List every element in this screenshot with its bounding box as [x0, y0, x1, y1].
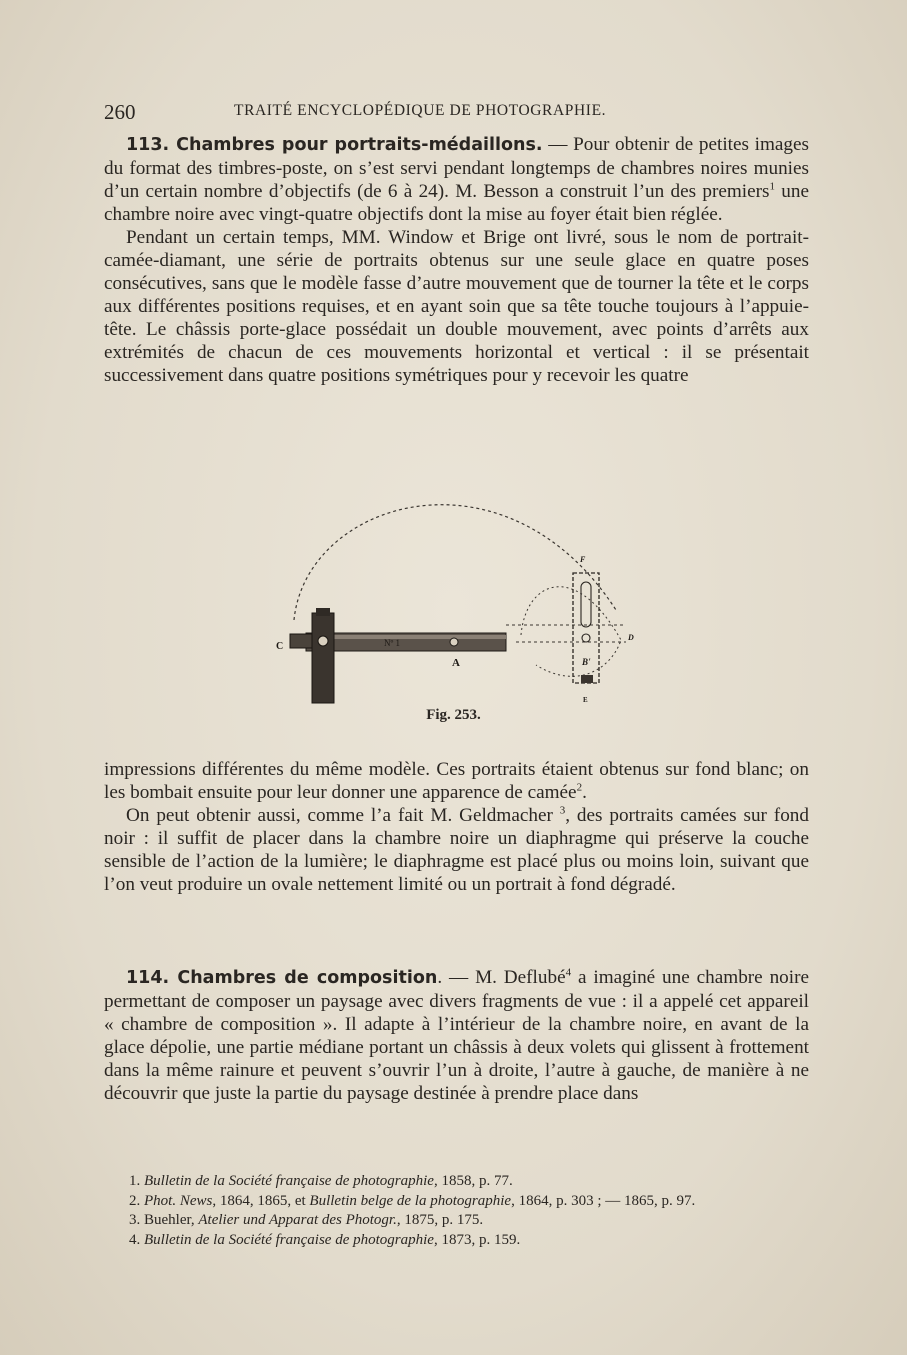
label-no: Nº 1	[384, 638, 401, 648]
footnote-ref: 2	[576, 781, 583, 794]
paragraph-text: , des portraits camées sur fond noir : il suffit de placer dans la chambre noire un diaphragme qui préserve la couche sensible de l’action de la lumière; le diaphragme est placé plus ou moins loin, suivant que l’on veut produire un ovale nettement limité ou un portrait à fond dégradé.	[104, 805, 809, 895]
label-d: D	[628, 633, 634, 642]
paragraph-text: — Pour obtenir de petites images du format des timbres-poste, on s’est servi pendant longtemps de chambres noires munies d’un certain nombre d’objectifs (de 6 à 24). M. Besson a construit l’un des premiers	[104, 134, 809, 202]
paragraph	[104, 966, 809, 1105]
figure-253-illustration	[276, 470, 636, 710]
paragraph-text: une chambre noire avec vingt-quatre objectifs dont la mise au foyer était bien réglée.	[104, 181, 809, 225]
page-number: 260	[104, 100, 136, 124]
footnote-4: 4. Bulletin de la Société française de photographie, 1873, p. 159.	[129, 1231, 521, 1248]
footnotes	[112, 1172, 810, 1250]
section-heading-113: 113. Chambres pour portraits-médaillons.	[126, 135, 543, 155]
paragraph-text: impressions différentes du même modèle. Ces portraits étaient obtenus sur fond blanc; on les bombait ensuite pour leur donner une apparence de camée	[104, 759, 809, 803]
footnote-ref: 1	[769, 180, 775, 193]
label-a: A	[452, 657, 460, 669]
running-title: TRAITÉ ENCYCLOPÉDIQUE DE PHOTOGRAPHIE.	[234, 102, 607, 119]
section-113-top	[104, 133, 809, 387]
inner-arc	[521, 587, 621, 677]
paragraph-text: a imaginé une chambre noire permettant de composer un paysage avec divers fragments de vue : il a appelé cet appareil « chambre de composition ». Il adapte à l’intérieur de la chambre noire, en avant de la glace dépolie, une partie médiane portant un châssis à deux volets qui glissent à frottement dans la même rainure et peuvent s’ouvrir l’un à droite, l’autre à gauche, de manière à ne découvrir que juste la partie du paysage destinée à prendre place dans	[104, 967, 809, 1104]
footnote-ref: 3	[559, 804, 566, 817]
section-113-continued	[104, 758, 809, 896]
paragraph-text: On peut obtenir aussi, comme l’a fait M. Geldmacher	[126, 805, 560, 826]
footnote-ref: 4	[565, 966, 572, 979]
section-heading-114: 114. Chambres de composition	[126, 968, 438, 988]
bar-screw	[450, 638, 458, 646]
rotation-arc	[294, 505, 616, 620]
section-114	[104, 966, 809, 1105]
paragraph	[104, 133, 809, 226]
paragraph-text: . — M. Deflubé	[437, 967, 566, 988]
clamp-block	[312, 613, 334, 703]
figure-caption: Fig. 253.	[426, 707, 481, 723]
footnote-2: 2. Phot. News, 1864, 1865, et Bulletin belge de la photographie, 1864, p. 303 ; — 1865, p. 97.	[129, 1192, 696, 1209]
label-f: F	[580, 555, 586, 564]
label-c: C	[276, 641, 284, 652]
paragraph: Pendant un certain temps, MM. Window et Brige ont livré, sous le nom de portrait-camée-diamant, une série de portraits obtenus sur une seule glace en quatre poses consécutives, sans que le modèle fasse d’autre mouvement que de tourner la tête et le corps aux différentes positions requises, et en ayant soin que sa tête touche toujours à l’appuie-tête. Le châssis porte-glace possédait un double mouvement, avec points d’arrêts aux extrémités de chacun de ces mouvements horizontal et vertical : il se présentait successivement dans quatre positions symétriques pour y recevoir les quatre	[104, 227, 809, 386]
paragraph-text: .	[582, 782, 587, 803]
page-header	[104, 98, 804, 126]
footnote-1: 1. Bulletin de la Société française de photographie, 1858, p. 77.	[129, 1173, 513, 1189]
label-b-prime: B'	[582, 657, 591, 667]
paragraph	[104, 758, 809, 804]
label-e: E	[583, 696, 588, 704]
footnote-3: 3. Buehler, Atelier und Apparat des Photogr., 1875, p. 175.	[129, 1212, 484, 1228]
paragraph	[104, 804, 809, 896]
